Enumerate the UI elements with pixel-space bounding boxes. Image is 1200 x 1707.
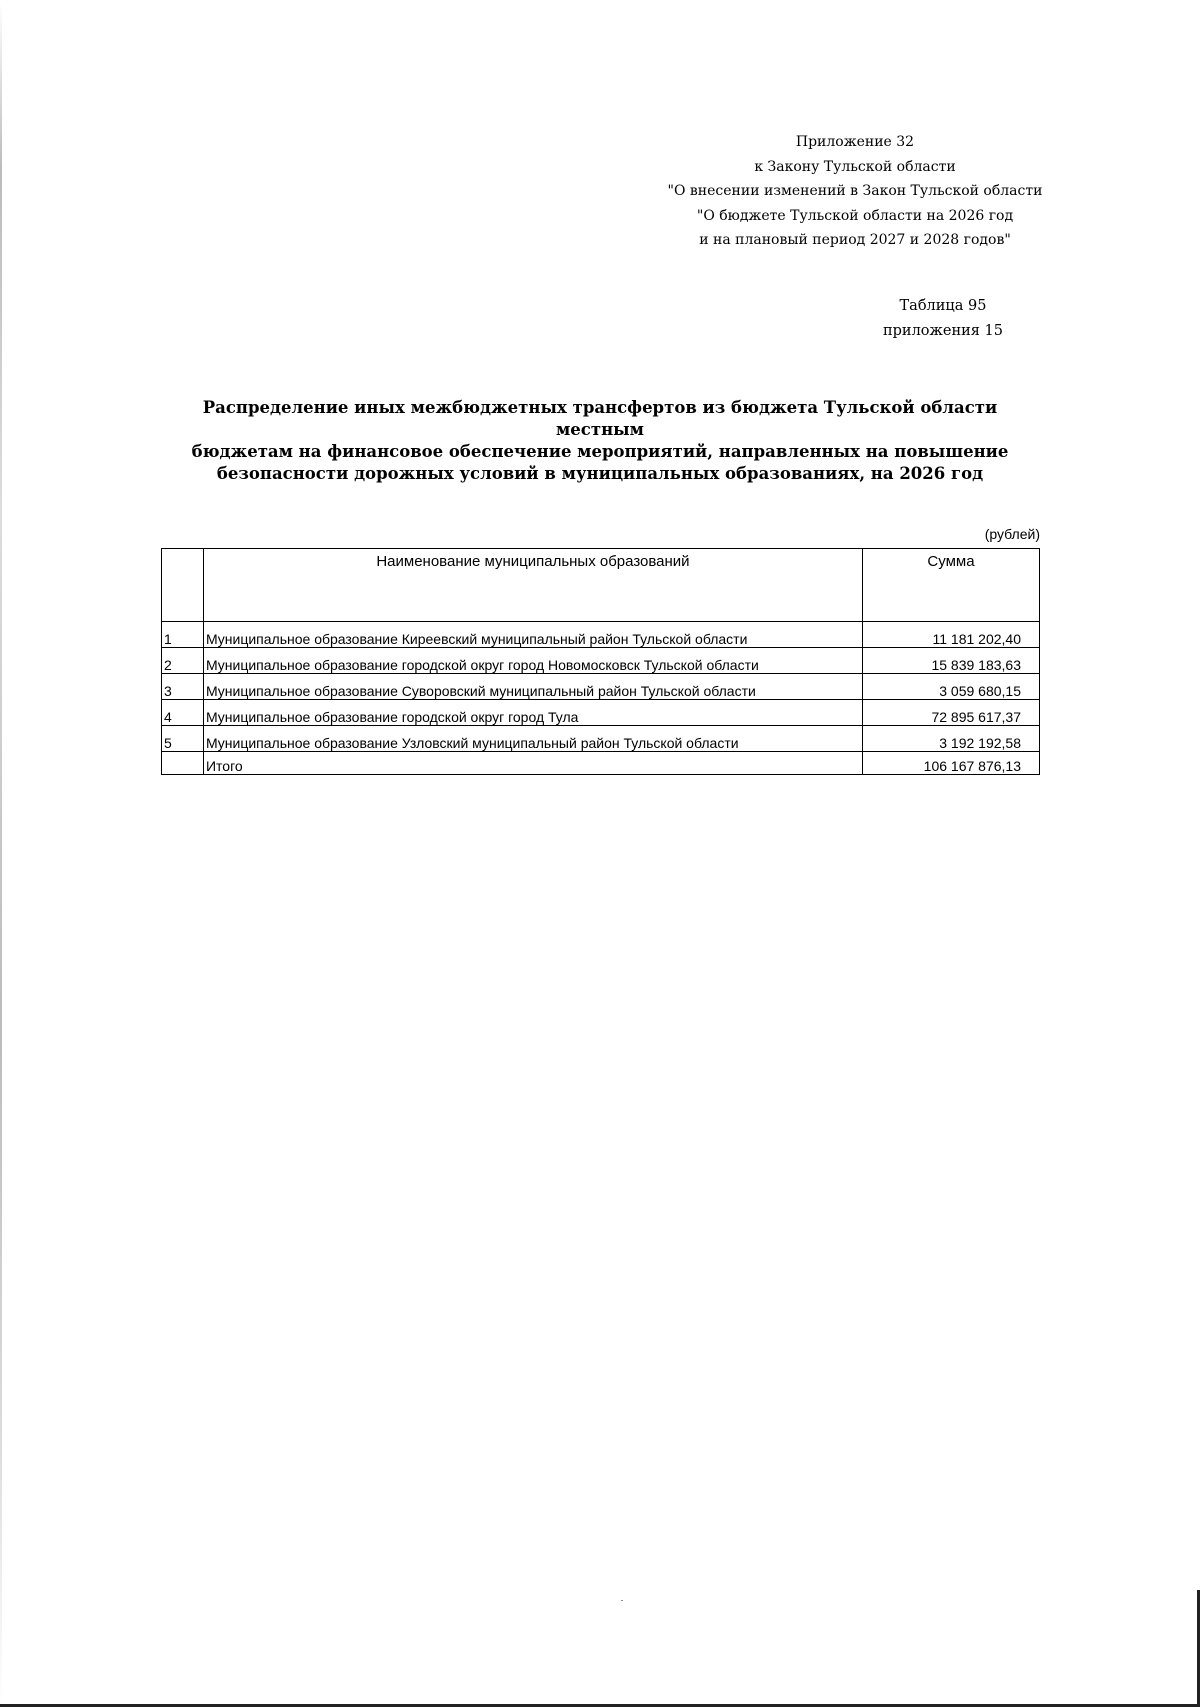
table-row: [162, 700, 1040, 726]
row-name: Муниципальное образование городской округ город Новомосковск Тульской области: [203, 648, 862, 674]
appendix-line: и на плановый период 2027 и 2028 годов": [699, 232, 1011, 248]
row-name: Муниципальное образование Суворовский муниципальный район Тульской области: [203, 674, 862, 700]
row-sum: 3 192 192,58: [862, 726, 1039, 752]
row-sum: 15 839 183,63: [862, 648, 1039, 674]
row-sum: 3 059 680,15: [862, 674, 1039, 700]
table-row: [162, 622, 1040, 648]
title-line: Распределение иных межбюджетных трансфертов из бюджета Тульской области местным: [202, 398, 998, 439]
row-name: Муниципальное образование Киреевский муниципальный район Тульской области: [203, 622, 862, 648]
document-title: [160, 397, 1040, 485]
row-number: 4: [162, 700, 204, 726]
table-row: [162, 674, 1040, 700]
appendix-line: Приложение 32: [795, 134, 915, 150]
title-line: бюджетам на финансовое обеспечение мероприятий, направленных на повышение: [191, 442, 1009, 461]
title-line: безопасности дорожных условий в муниципальных образованиях, на 2026 год: [216, 464, 984, 483]
appendix-line: "О внесении изменений в Закон Тульской области: [667, 183, 1043, 199]
appendix-header: [665, 130, 1045, 253]
transfers-table: [161, 548, 1040, 775]
scan-speck: [621, 1600, 623, 1601]
table-header-row: [162, 549, 1040, 622]
row-sum: 11 181 202,40: [862, 622, 1039, 648]
total-number-cell: [162, 752, 204, 775]
units-label: (рублей): [984, 526, 1040, 542]
header-sum: Сумма: [862, 549, 1039, 622]
row-name: Муниципальное образование Узловский муниципальный район Тульской области: [203, 726, 862, 752]
appendix-line: к Закону Тульской области: [754, 158, 956, 175]
row-number: 5: [162, 726, 204, 752]
total-sum: 106 167 876,13: [862, 752, 1039, 775]
table-row: [162, 648, 1040, 674]
appendix-line: "О бюджете Тульской области на 2026 год: [696, 207, 1014, 224]
row-number: 1: [162, 622, 204, 648]
table-reference: [868, 294, 1018, 343]
total-row: [162, 752, 1040, 775]
row-number: 3: [162, 674, 204, 700]
table-number: Таблица 95: [899, 298, 987, 314]
header-name: Наименование муниципальных образований: [203, 549, 862, 622]
appendix-reference: приложения 15: [882, 322, 1003, 339]
total-label: Итого: [203, 752, 862, 775]
scan-edge-left: [0, 0, 2, 1707]
row-name: Муниципальное образование городской округ город Тула: [203, 700, 862, 726]
row-number: 2: [162, 648, 204, 674]
header-number: [162, 549, 204, 622]
table-row: [162, 726, 1040, 752]
row-sum: 72 895 617,37: [862, 700, 1039, 726]
